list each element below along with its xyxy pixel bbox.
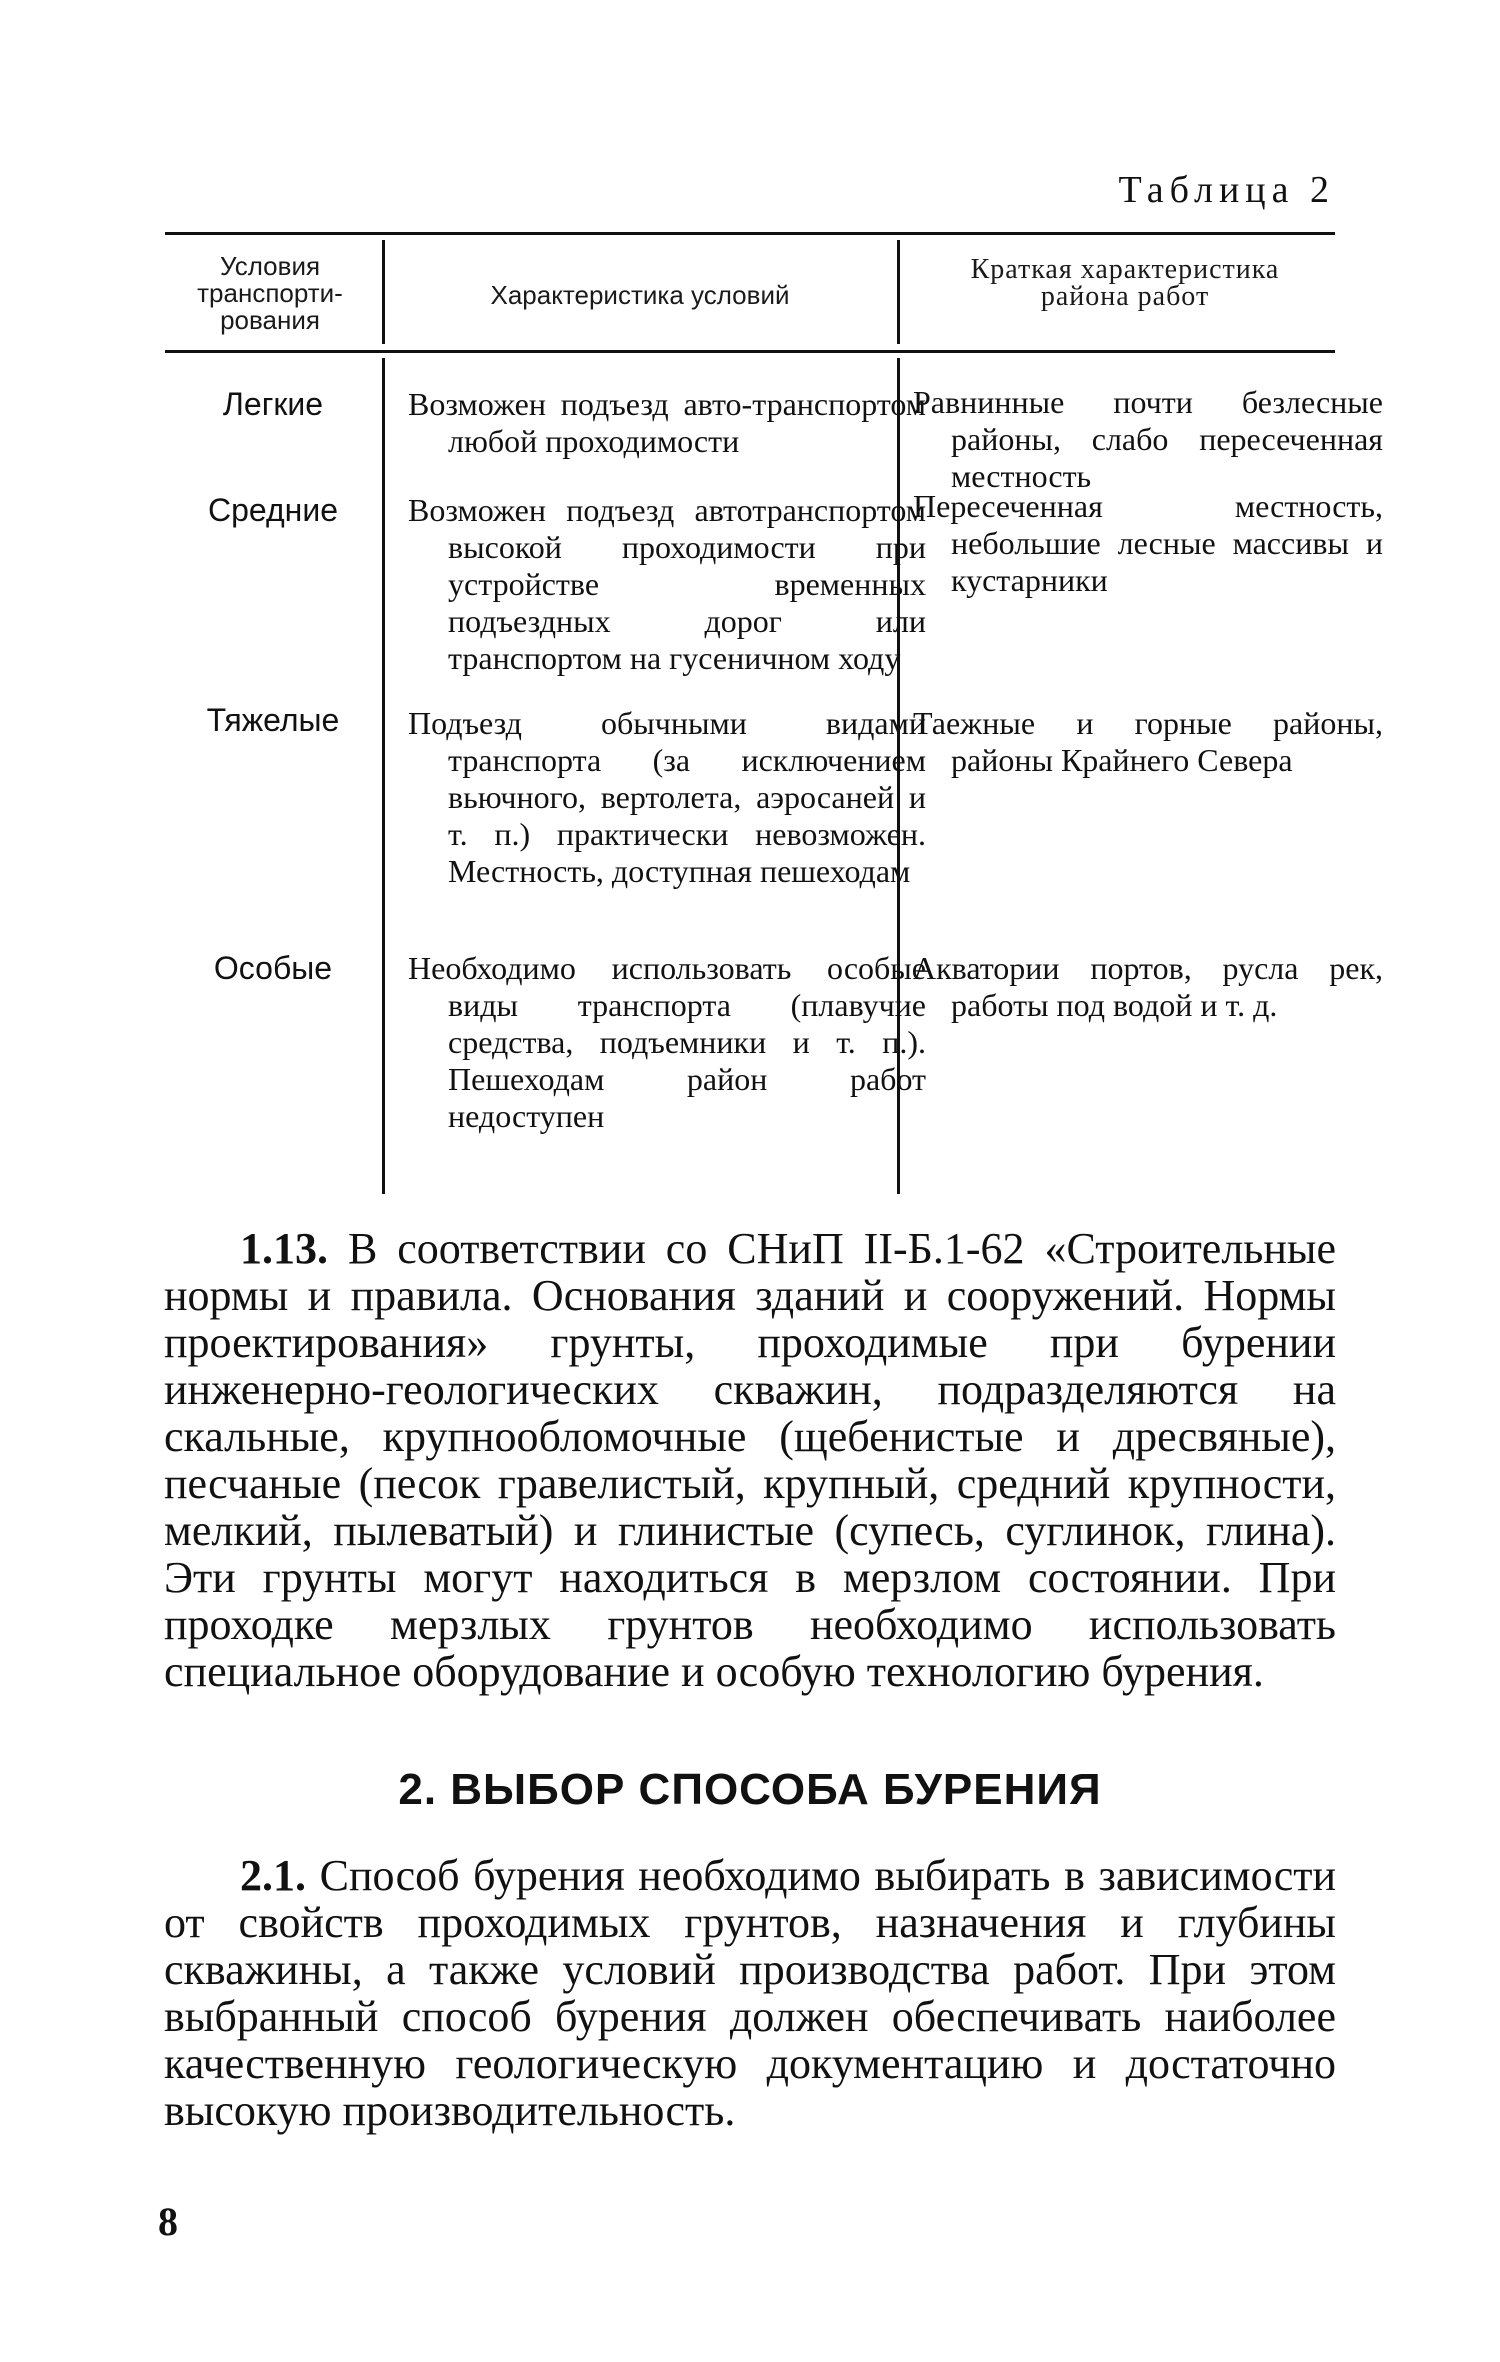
paragraph-number: 2.1.: [240, 1851, 306, 1900]
section-title: 2. ВЫБОР СПОСОБА БУРЕНИЯ: [398, 1765, 1102, 1814]
row-area-medium: Пересеченная местность, небольшие лесные массивы и кустарники: [913, 488, 1383, 598]
table-top-rule: [165, 232, 1335, 235]
row-condition-special: Особые: [213, 950, 333, 986]
row-area-heavy: Таежные и горные районы, районы Крайнего Севера: [913, 705, 1383, 778]
row-area-light: Равнинные почти безлесные районы, слабо пересеченная местность: [913, 384, 1383, 494]
paragraph-number: 1.13.: [240, 1224, 328, 1273]
row-characteristic-medium: Возможен подъезд автотранспортом высокой проходимости при устройстве временных подъездных дорог или транспортом на гусеничном ходу: [408, 492, 926, 676]
row-area-special: Акватории портов, русла рек, работы под водой и т. д.: [913, 950, 1383, 1023]
paragraph-text: Способ бурения необходимо выбирать в зависимости от свойств проходимых грунтов, назначения и глубины скважины, а также условий производства работ. При этом выбранный способ бурения должен обеспечивать наиболее качественную геологическую документацию и достаточно высокую производительность.: [164, 1851, 1337, 2135]
table-header-divider-2: [897, 240, 900, 344]
table-body-divider-1: [382, 358, 385, 1194]
paragraph-1-13: [164, 1225, 1336, 1695]
header-conditions-characteristic: Характеристика условий: [490, 280, 790, 310]
page-number: 8: [158, 2199, 178, 2244]
table-caption: Таблица 2: [1118, 169, 1335, 211]
header-area-characteristic: Краткая характеристика района работ: [970, 254, 1280, 312]
row-characteristic-heavy: Подъезд обычными видами транспорта (за исключением вьючного, вертолета, аэросаней и т. п.) практически невозможен. Местность, доступная пешеходам: [408, 705, 926, 889]
paragraph-text: В соответствии со СНиП II-Б.1-62 «Строительные нормы и правила. Основания зданий и сооружений. Нормы проектирования» грунты, проходимые при бурении инженерно-геологических скважин, подразделяются на скальные, крупнообломочные (щебенистые и дресвяные), песчаные (песок гравелистый, крупный, средний крупности, мелкий, пылеватый) и глинистые (супесь, суглинок, глина). Эти грунты могут находиться в мерзлом состоянии. При проходке мерзлых грунтов необходимо использовать специальное оборудование и особую технологию бурения.: [164, 1224, 1336, 1696]
table-header-divider-1: [382, 240, 385, 344]
paragraph-2-1: [164, 1852, 1336, 2134]
row-characteristic-light: Возможен подъезд авто-транспортом любой проходимости: [408, 386, 926, 459]
row-characteristic-special: Необходимо использовать особые виды транспорта (плавучие средства, подъемники и т. п.). Пешеходам район работ недоступен: [408, 950, 926, 1134]
row-condition-medium: Средние: [207, 492, 338, 528]
row-condition-light: Легкие: [222, 386, 324, 422]
row-condition-heavy: Тяжелые: [206, 702, 340, 738]
header-transport-conditions: Условия транспорти-рования: [197, 251, 343, 335]
table-header-rule: [165, 350, 1335, 353]
